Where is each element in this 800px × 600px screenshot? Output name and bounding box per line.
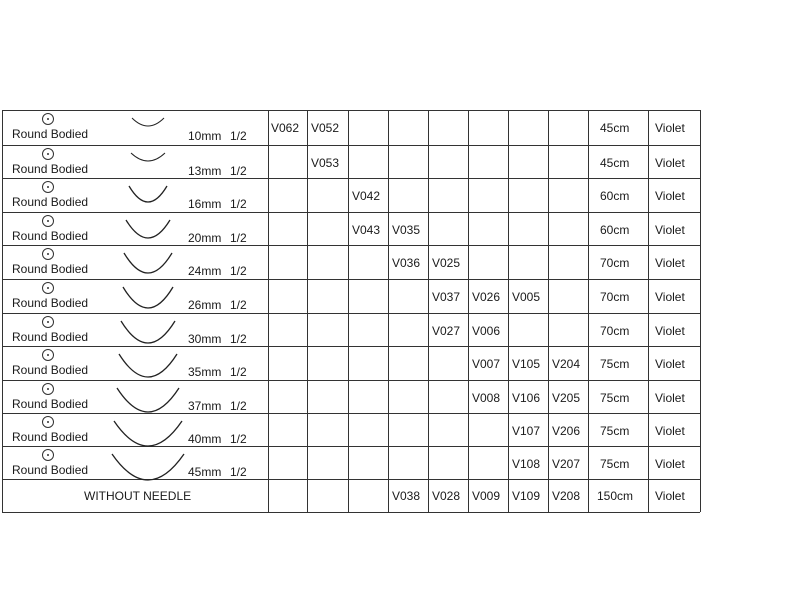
needle-size: 13mm <box>188 164 222 178</box>
round-bodied-symbol-icon <box>42 248 54 260</box>
product-code: V035 <box>392 223 421 237</box>
column-divider <box>648 110 649 512</box>
needle-size: 24mm <box>188 264 222 278</box>
column-divider <box>2 110 3 512</box>
suture-length: 60cm <box>600 189 630 203</box>
product-code: V204 <box>552 357 581 371</box>
needle-type-label: Round Bodied <box>12 363 89 377</box>
suture-color: Violet <box>655 290 685 304</box>
column-divider <box>268 110 269 512</box>
row-divider <box>2 446 700 447</box>
product-code: V205 <box>552 391 581 405</box>
needle-size: 10mm <box>188 129 222 143</box>
row-divider <box>2 145 700 146</box>
round-bodied-symbol-icon <box>42 113 54 125</box>
row-divider <box>2 413 700 414</box>
suture-length: 75cm <box>600 457 630 471</box>
suture-color: Violet <box>655 357 685 371</box>
needle-curve-icon <box>127 184 169 204</box>
suture-length: 60cm <box>600 223 630 237</box>
needle-curve-icon <box>117 352 179 379</box>
needle-circle: 1/2 <box>230 432 247 446</box>
suture-color: Violet <box>655 156 685 170</box>
round-bodied-symbol-icon <box>42 282 54 294</box>
round-bodied-symbol-icon <box>42 416 54 428</box>
product-code: V005 <box>512 290 541 304</box>
column-divider <box>468 110 469 512</box>
column-divider <box>548 110 549 512</box>
needle-circle: 1/2 <box>230 465 247 479</box>
suture-color: Violet <box>655 324 685 338</box>
needle-size: 16mm <box>188 197 222 211</box>
needle-type-label: Round Bodied <box>12 195 89 209</box>
row-divider <box>2 346 700 347</box>
row-divider <box>2 279 700 280</box>
needle-circle: 1/2 <box>230 365 247 379</box>
column-divider <box>428 110 429 512</box>
round-bodied-symbol-icon <box>42 383 54 395</box>
row-divider <box>2 245 700 246</box>
product-code: V206 <box>552 424 581 438</box>
product-code: V026 <box>472 290 501 304</box>
round-bodied-symbol-icon <box>42 316 54 328</box>
suture-length: 75cm <box>600 357 630 371</box>
product-code: V062 <box>271 121 300 135</box>
row-divider <box>2 479 700 480</box>
product-code: V109 <box>512 489 541 503</box>
needle-circle: 1/2 <box>230 298 247 312</box>
row-divider <box>2 512 700 513</box>
product-code: V027 <box>432 324 461 338</box>
round-bodied-symbol-icon <box>42 349 54 361</box>
needle-circle: 1/2 <box>230 231 247 245</box>
product-code: V053 <box>311 156 340 170</box>
product-code: V208 <box>552 489 581 503</box>
needle-circle: 1/2 <box>230 264 247 278</box>
needle-circle: 1/2 <box>230 129 247 143</box>
round-bodied-symbol-icon <box>42 449 54 461</box>
needle-curve-icon <box>121 285 175 310</box>
round-bodied-symbol-icon <box>42 148 54 160</box>
product-code: V042 <box>352 189 381 203</box>
product-code: V037 <box>432 290 461 304</box>
suture-length: 75cm <box>600 391 630 405</box>
suture-length: 70cm <box>600 290 630 304</box>
needle-size: 37mm <box>188 399 222 413</box>
column-divider <box>348 110 349 512</box>
row-divider <box>2 212 700 213</box>
needle-type-label: Round Bodied <box>12 127 89 141</box>
suture-length: 150cm <box>597 489 634 503</box>
needle-curve-icon <box>112 419 184 448</box>
needle-size: 20mm <box>188 231 222 245</box>
product-code: V006 <box>472 324 501 338</box>
suture-length: 75cm <box>600 424 630 438</box>
suture-color: Violet <box>655 424 685 438</box>
needle-type-label: Round Bodied <box>12 229 89 243</box>
column-divider <box>700 110 701 512</box>
product-code: V052 <box>311 121 340 135</box>
column-divider <box>588 110 589 512</box>
needle-type-label: Round Bodied <box>12 296 89 310</box>
needle-type-label: Round Bodied <box>12 463 89 477</box>
needle-curve-icon <box>130 116 166 128</box>
suture-color: Violet <box>655 223 685 237</box>
needle-curve-icon <box>122 251 174 275</box>
needle-circle: 1/2 <box>230 197 247 211</box>
needle-type-label: Round Bodied <box>12 262 89 276</box>
needle-type-label: Round Bodied <box>12 162 89 176</box>
needle-circle: 1/2 <box>230 164 247 178</box>
suture-color: Violet <box>655 189 685 203</box>
needle-circle: 1/2 <box>230 399 247 413</box>
row-divider <box>2 178 700 179</box>
needle-size: 30mm <box>188 332 222 346</box>
without-needle-label: WITHOUT NEEDLE <box>84 489 192 503</box>
needle-type-label: Round Bodied <box>12 430 89 444</box>
needle-type-label: Round Bodied <box>12 397 89 411</box>
suture-color: Violet <box>655 256 685 270</box>
product-code: V043 <box>352 223 381 237</box>
suture-length: 45cm <box>600 121 630 135</box>
suture-length: 45cm <box>600 156 630 170</box>
product-code: V038 <box>392 489 421 503</box>
suture-length: 70cm <box>600 324 630 338</box>
suture-color: Violet <box>655 489 685 503</box>
column-divider <box>388 110 389 512</box>
product-code: V207 <box>552 457 581 471</box>
product-code: V108 <box>512 457 541 471</box>
suture-color: Violet <box>655 391 685 405</box>
row-divider <box>2 380 700 381</box>
round-bodied-symbol-icon <box>42 215 54 227</box>
product-code: V025 <box>432 256 461 270</box>
product-code: V008 <box>472 391 501 405</box>
suture-color: Violet <box>655 121 685 135</box>
product-code: V106 <box>512 391 541 405</box>
column-divider <box>307 110 308 512</box>
suture-length: 70cm <box>600 256 630 270</box>
needle-curve-icon <box>119 319 177 345</box>
needle-size: 45mm <box>188 465 222 479</box>
needle-curve-icon <box>124 218 172 240</box>
product-code: V007 <box>472 357 501 371</box>
needle-curve-icon <box>115 386 181 414</box>
needle-circle: 1/2 <box>230 332 247 346</box>
product-code: V107 <box>512 424 541 438</box>
row-divider <box>2 110 700 111</box>
product-code: V105 <box>512 357 541 371</box>
product-code: V009 <box>472 489 501 503</box>
needle-curve-icon <box>129 151 167 163</box>
needle-size: 40mm <box>188 432 222 446</box>
needle-type-label: Round Bodied <box>12 330 89 344</box>
suture-color: Violet <box>655 457 685 471</box>
product-code: V036 <box>392 256 421 270</box>
row-divider <box>2 313 700 314</box>
round-bodied-symbol-icon <box>42 181 54 193</box>
product-code: V028 <box>432 489 461 503</box>
needle-size: 35mm <box>188 365 222 379</box>
column-divider <box>508 110 509 512</box>
needle-size: 26mm <box>188 298 222 312</box>
needle-curve-icon <box>110 452 186 482</box>
